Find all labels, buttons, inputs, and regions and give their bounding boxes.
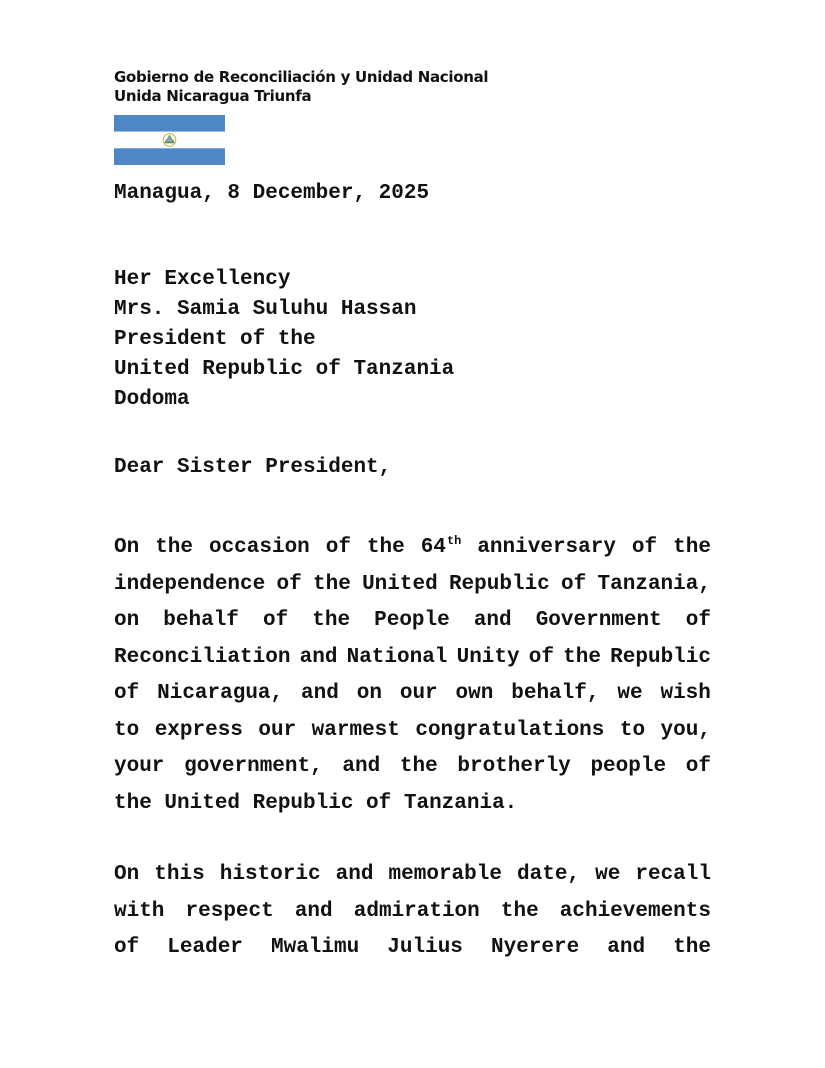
ordinal-suffix: th xyxy=(446,534,462,548)
word: Julius xyxy=(387,936,463,959)
word: you, xyxy=(660,718,711,742)
word: government, xyxy=(184,755,323,778)
word: Reconciliation xyxy=(114,645,291,669)
word: wish xyxy=(660,682,711,705)
word: the xyxy=(673,536,711,559)
letter-date: Managua, 8 December, 2025 xyxy=(114,182,430,205)
word: of xyxy=(561,572,587,596)
body-paragraph-2 xyxy=(114,857,711,967)
word: independence xyxy=(114,572,266,596)
word: to xyxy=(619,718,646,742)
paragraph-line xyxy=(114,930,711,967)
word: the xyxy=(563,645,601,669)
word: admiration xyxy=(353,899,480,923)
word: people xyxy=(590,755,667,778)
paragraph-line xyxy=(114,676,711,713)
word: our xyxy=(399,682,438,705)
address-line-country: United Republic of Tanzania xyxy=(114,358,455,381)
word: Republic xyxy=(448,572,550,596)
word: of xyxy=(631,536,658,559)
word: the xyxy=(312,609,351,632)
paragraph-line xyxy=(114,857,711,894)
word: on xyxy=(114,609,140,632)
word: warmest xyxy=(311,718,400,742)
nicaragua-flag-icon xyxy=(114,115,225,165)
word: Republic xyxy=(252,791,354,815)
word: Unity xyxy=(456,645,520,669)
letterhead-government-name: Gobierno de Reconciliación y Unidad Nacional xyxy=(114,68,489,86)
ordinal-number xyxy=(421,530,462,567)
word: the xyxy=(155,536,193,559)
word: Republic xyxy=(610,645,711,669)
word: own xyxy=(455,682,494,705)
word: of xyxy=(528,645,554,669)
salutation: Dear Sister President, xyxy=(114,456,392,479)
word: we xyxy=(595,863,621,886)
letterhead-slogan: Unida Nicaragua Triunfa xyxy=(114,87,312,105)
word: of xyxy=(325,536,351,559)
word: of xyxy=(366,791,392,815)
word: and xyxy=(301,682,339,705)
word: behalf, xyxy=(511,682,600,705)
word: of xyxy=(685,609,711,632)
word: Mwalimu xyxy=(271,936,360,959)
word: On xyxy=(114,863,140,886)
word: behalf xyxy=(163,609,239,632)
flag-bottom-stripe xyxy=(114,148,225,165)
word: of xyxy=(685,755,711,778)
address-line-name: Mrs. Samia Suluhu Hassan xyxy=(114,298,417,321)
word: the xyxy=(399,755,438,778)
word: memorable xyxy=(388,863,502,886)
word: of xyxy=(114,936,140,959)
word: Nicaragua, xyxy=(157,682,284,705)
word: the xyxy=(312,572,351,596)
word: and xyxy=(473,609,512,632)
word: congratulations xyxy=(415,718,605,742)
word: on xyxy=(356,682,382,705)
word: Leader xyxy=(167,936,243,959)
ordinal-value: 64 xyxy=(420,536,446,559)
paragraph-line xyxy=(114,640,711,677)
paragraph-line xyxy=(114,894,711,931)
word: Tanzania. xyxy=(403,791,518,815)
word: this xyxy=(154,863,205,886)
word: respect xyxy=(185,899,274,923)
word: with xyxy=(114,899,165,923)
word: and xyxy=(335,863,374,886)
word: On xyxy=(114,536,140,559)
word: the xyxy=(500,899,539,923)
word: recall xyxy=(635,863,711,886)
word: the xyxy=(366,536,405,559)
paragraph-line xyxy=(114,567,711,604)
body-paragraph-1 xyxy=(114,530,711,822)
word: Government xyxy=(535,609,662,632)
address-line-title: Her Excellency xyxy=(114,268,291,291)
word: your xyxy=(114,755,165,778)
word: express xyxy=(154,718,243,742)
word: achievements xyxy=(559,899,711,923)
word: anniversary xyxy=(477,536,616,559)
word: occasion xyxy=(208,536,310,559)
word: and xyxy=(342,755,381,778)
word: of xyxy=(276,572,302,596)
paragraph-line xyxy=(114,603,711,640)
paragraph-line xyxy=(114,713,711,750)
paragraph-line xyxy=(114,786,711,823)
word: and xyxy=(607,936,646,959)
recipient-address xyxy=(114,265,454,415)
word: we xyxy=(617,682,643,705)
word: United xyxy=(164,791,241,815)
word: of xyxy=(262,609,289,632)
address-line-city: Dodoma xyxy=(114,388,190,411)
word: Nyerere xyxy=(491,936,580,959)
word: Tanzania, xyxy=(597,572,711,596)
word: of xyxy=(114,682,140,705)
word: People xyxy=(374,609,450,632)
word: our xyxy=(258,718,297,742)
word: the xyxy=(114,791,152,815)
word: historic xyxy=(219,863,321,886)
address-line-position: President of the xyxy=(114,328,316,351)
word: the xyxy=(673,936,711,959)
word: date, xyxy=(517,863,581,886)
flag-top-stripe xyxy=(114,115,225,132)
word: United xyxy=(362,572,438,596)
word: and xyxy=(294,899,333,923)
paragraph-line xyxy=(114,530,711,567)
word: to xyxy=(114,718,140,742)
paragraph-line xyxy=(114,749,711,786)
word: and xyxy=(299,645,338,669)
word: National xyxy=(346,645,448,669)
letterhead xyxy=(114,68,488,106)
word: brotherly xyxy=(457,755,571,778)
